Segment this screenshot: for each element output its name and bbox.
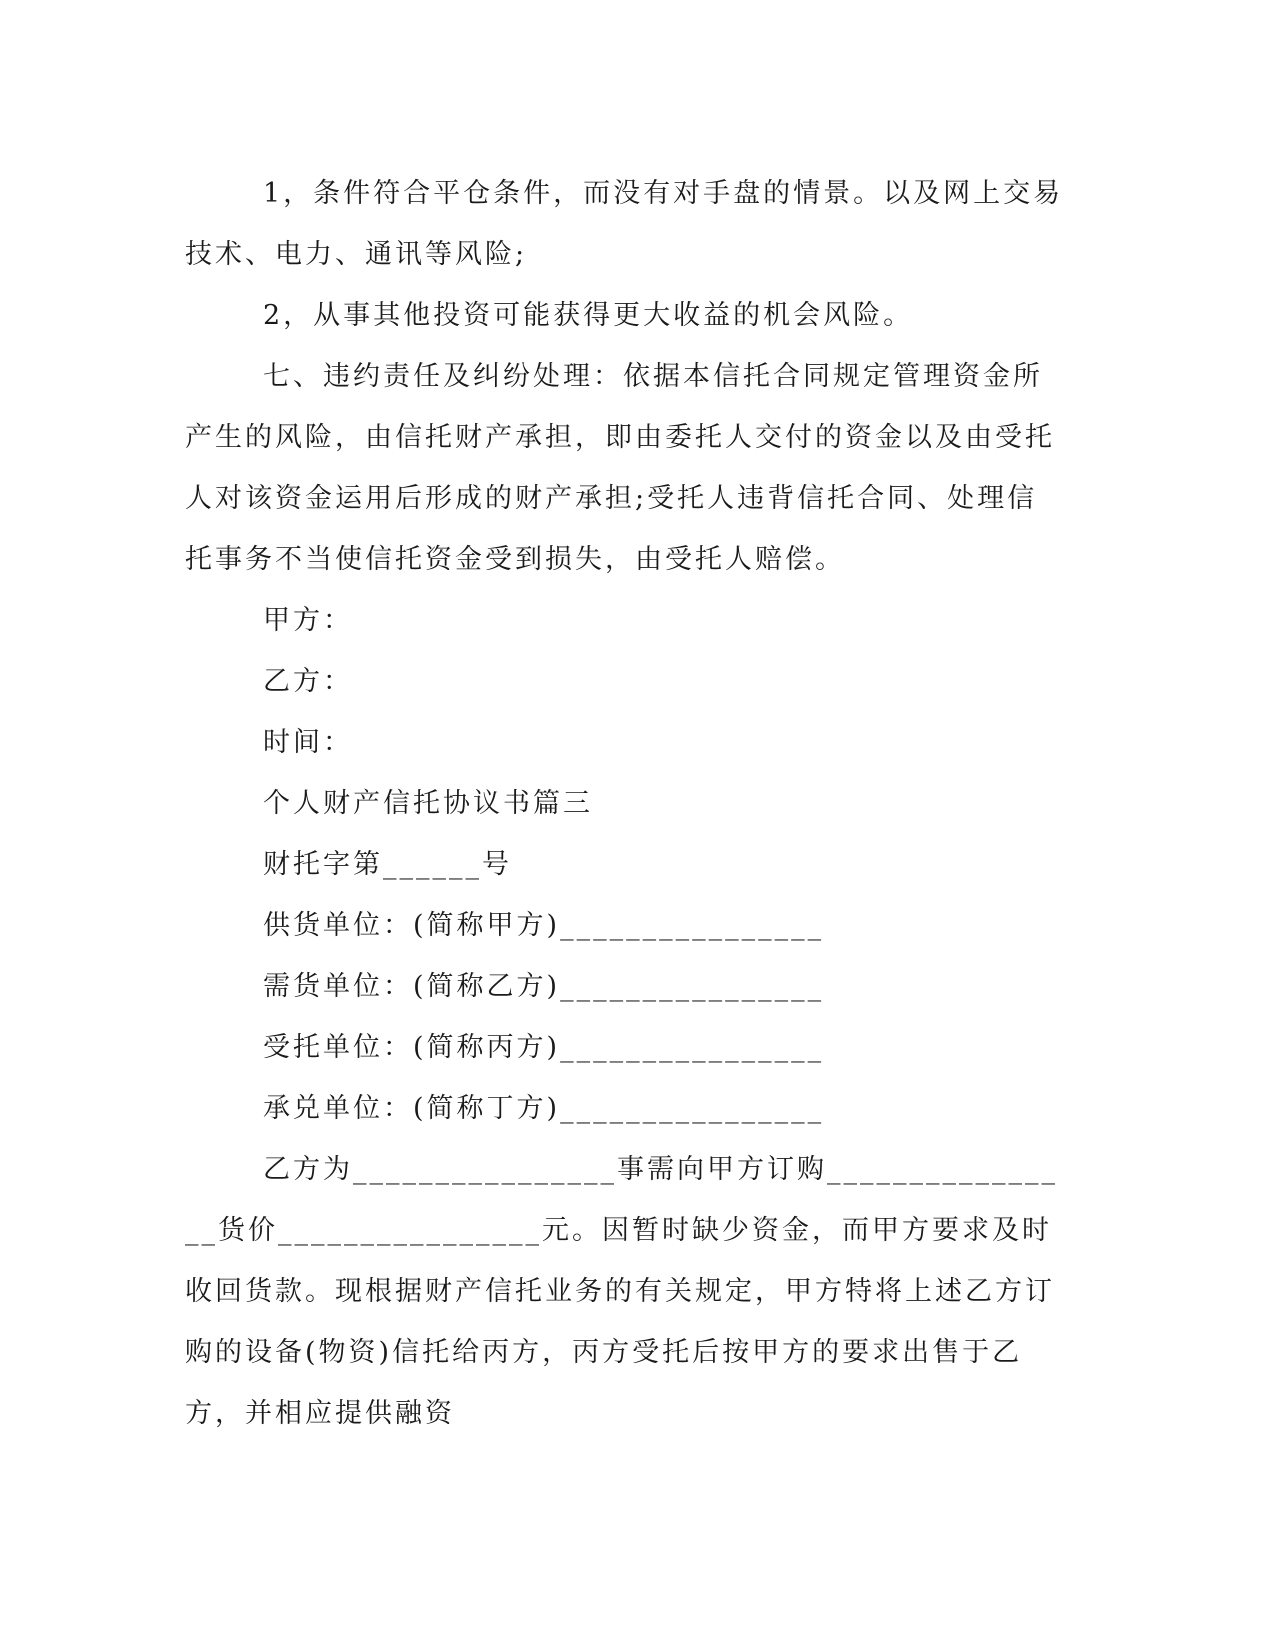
- paragraph-risk-1: 1，条件符合平仓条件，而没有对手盘的情景。以及网上交易技术、电力、通讯等风险;: [185, 178, 1064, 270]
- party-trustee: 受托单位：(简称丙方)________________: [263, 1032, 825, 1063]
- party-buyer: 需货单位：(简称乙方)________________: [263, 971, 825, 1002]
- paragraph-liability: 七、违约责任及纠纷处理：依据本信托合同规定管理资金所产生的风险，由信托财产承担，即由委托人交付的资金以及由受托人对该资金运用后形成的财产承担;受托人违背信托合同、处理信托事务不当使信托资金受到损失，由受托人赔偿。: [185, 361, 1055, 575]
- signature-date: 时间：: [263, 727, 353, 758]
- section-title: 个人财产信托协议书篇三: [263, 788, 593, 819]
- party-acceptor: 承兑单位：(简称丁方)________________: [263, 1093, 825, 1124]
- signature-party-a: 甲方：: [263, 605, 353, 636]
- paragraph-purchase: 乙方为________________事需向甲方订购________________货价________________元。因暂时缺少资金，而甲方要求及时收回货款。现根据财产信托业务的有关规定，甲方特将上述乙方订购的设备(物资)信托给丙方，丙方受托后按甲方的要求出售于乙方，并相应提供融资: [185, 1154, 1058, 1429]
- signature-party-b: 乙方：: [263, 666, 353, 697]
- paragraph-risk-2: 2，从事其他投资可能获得更大收益的机会风险。: [263, 300, 914, 331]
- party-supplier: 供货单位：(简称甲方)________________: [263, 910, 825, 941]
- contract-number: 财托字第______号: [263, 849, 512, 880]
- document-body: [185, 163, 1065, 1444]
